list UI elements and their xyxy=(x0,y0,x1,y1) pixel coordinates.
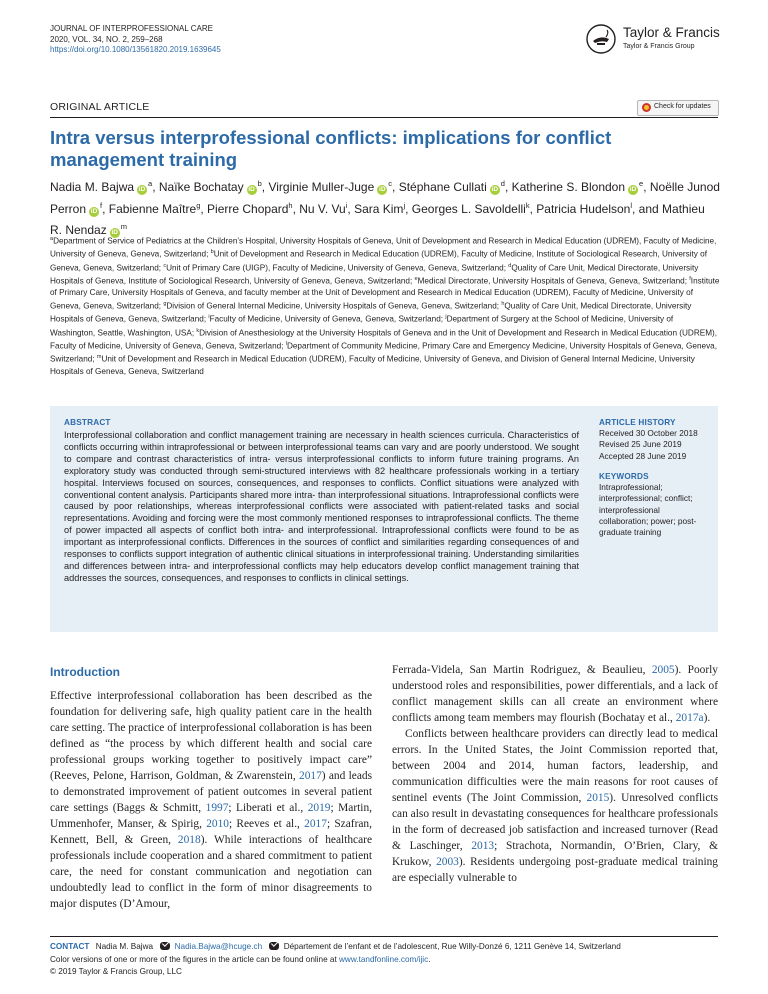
citation-link[interactable]: 2017a xyxy=(675,712,704,724)
author-name: Pierre Chopard xyxy=(207,201,289,216)
color-note-text: Color versions of one or more of the figures in the article can be found online at xyxy=(50,954,340,964)
body-paragraph: Conflicts between healthcare providers can directly lead to medical errors. In the United States, the Joint Commission reported that, between 2004 and 2014, human factors, leadership, and communication difficulties were the main reasons for root causes of sentinel events (The Joint Commission, 2015). Unresolved conflicts can also result in devastating consequences for healthcare professionals in the form of decreased job satisfaction and increased turnover (Read & Laschinger, 2013; Strachota, Normandin, O’Brien, Clary, & Krukow, 2003). Residents undergoing post-graduate medical training are especially vulnerable to xyxy=(392,728,718,884)
affiliation-marker: f xyxy=(689,275,691,282)
lamp-icon xyxy=(586,24,616,54)
accepted-date: Accepted 28 June 2019 xyxy=(599,450,687,461)
affiliation-text: Unit of Primary Care (UIGP), Faculty of Medicine, University of Geneva, Geneva, Switzerland; xyxy=(166,263,509,273)
affiliation-marker: e xyxy=(639,179,644,188)
publisher-name: Taylor & Francis xyxy=(623,25,720,40)
affiliation-marker: b xyxy=(257,179,262,188)
affiliation-marker: c xyxy=(163,262,167,269)
author-name: Noëlle Junod Perron xyxy=(50,180,720,216)
affiliation-marker: k xyxy=(525,200,530,210)
citation-link[interactable]: 2013 xyxy=(471,840,495,852)
orcid-icon[interactable]: iD xyxy=(629,186,637,193)
affiliation-marker: f xyxy=(100,200,103,210)
affiliation-marker: j xyxy=(445,314,447,321)
orcid-icon[interactable]: iD xyxy=(111,229,118,236)
author-name: Sara Kim xyxy=(354,201,404,216)
body-paragraph: Ferrada-Videla, San Martin Rodriguez, & Beaulieu, 2005). Poorly understood roles and responsibilities, power differentials, and a lack of conflict management skills can all create an environment where conflicts among team members may flourish (Bochatay et al., 2017a). xyxy=(392,664,719,724)
affiliations xyxy=(50,234,720,377)
affiliation-marker: d xyxy=(508,262,512,269)
orcid-icon[interactable]: iD xyxy=(379,186,386,193)
article-title: Intra versus interprofessional conflicts: implications for conflict management training xyxy=(50,127,612,170)
citation-link[interactable]: 1997 xyxy=(205,802,229,814)
affiliation-marker: j xyxy=(403,200,406,210)
author-name: Georges L. Savoldelli xyxy=(411,201,526,216)
author-list: Nadia M. Bajwa $iD^a$, Naïke Bochatay $iD^b$, Virginie Muller-Juge $iD^c$, Stéphane Cullati $iD^d$, Katherine S. Blondon $iD^e$, Noëlle Junod Perron $iD^f$, Fabienne Maître$^g$, Pierre Chopard$^h$, Nu V. Vu$^i$, Sara Kim$^j$, Georges L. Savoldelli$^k$, Patricia Hudelson$^l$, and Mathieu R. Nendaz $iD^m$ xyxy=(50,179,720,237)
affiliation-marker: l xyxy=(285,340,287,347)
keywords-text: Intraprofessional; interprofessional; conflict; interprofessional collaboration; power; post-graduate training xyxy=(599,482,697,538)
affiliation-text: Medical Directorate, University Hospitals of Geneva, Geneva, Switzerland; xyxy=(417,276,690,286)
affiliation-marker: h xyxy=(288,200,293,210)
author-name: Naïke Bochatay xyxy=(158,180,244,194)
citation-link[interactable]: 2017 xyxy=(304,818,327,830)
affiliation-marker: i xyxy=(345,200,348,210)
contact-line xyxy=(50,941,730,954)
article-history xyxy=(599,418,714,462)
citation-link[interactable]: 2005 xyxy=(651,664,675,676)
citation-link[interactable]: 2003 xyxy=(436,856,459,868)
affiliation-text: Unit of Development and Research in Medical Education (UDREM), Faculty of Medicine, Institute of Sociological Research, University of Geneva, Geneva, Switzerland; xyxy=(50,250,707,273)
affiliation-marker: c xyxy=(388,179,393,188)
contact-label: CONTACT xyxy=(50,942,90,951)
affiliation-marker: m xyxy=(96,354,102,361)
citation-link[interactable]: 2017 xyxy=(299,770,322,782)
affiliation-text: Department of Service of Pediatrics at the Children’s Hospital, University Hospitals of Geneva, Unit of Development and Research in Medical Education (UDREM), Faculty of Medicine, University of Geneva, Geneva, Switzerland; xyxy=(50,236,717,260)
keywords-heading: KEYWORDS xyxy=(599,472,649,481)
doi-link[interactable]: https://doi.org/10.1080/13561820.2019.1639645 xyxy=(50,45,221,54)
author-name: Nadia M. Bajwa xyxy=(50,180,135,194)
article-history-heading: ARTICLE HISTORY xyxy=(599,418,676,427)
address-icon xyxy=(269,942,279,950)
orcid-icon[interactable]: iD xyxy=(248,186,255,193)
abstract-heading: ABSTRACT xyxy=(64,418,111,427)
orcid-icon[interactable]: iD xyxy=(138,186,146,193)
contact-address: Département de l’enfant et de l’adolescent, Rue Willy-Donzé 6, 1211 Genève 14, Switzerland xyxy=(283,942,621,951)
affiliation-marker: a xyxy=(50,236,54,242)
email-icon xyxy=(160,942,170,950)
abstract-text: Interprofessional collaboration and conflict management training are necessary in health sciences curricula. Characteristics of conflicts occurring within intraprofessional or between interprofessional teams can vary and are poorly understood. We sought to compare and contrast characteristics of intra- versus interprofessional conflicts to inform future training programs. An exploratory study was conducted through semi-structured interviews with 82 healthcare professionals working in a tertiary hospital. Interviews focused on sources, consequences, and responses to conflicts. Conflict situations were analyzed with conventional content analysis. Participants shared more intra- than interprofessional situations. Intraprofessional conflicts were caused by poor relationships, whereas interprofessional conflicts were associated with patient-related tasks and social representations. Avoiding and forcing were the most commonly mentioned responses to intraprofessional conflicts. The theme of power impacted all aspects of conflict both intra- and interprofessional. Intraprofessional conflicts were found to be as important as interprofessional conflicts. Differences in the sources of conflict and similarities regarding consequences of and responses to conflicts support integration of authentic clinical situations in interprofessional training. Understanding similarities and differences between intra- and interprofessional conflicts may help educators develop conflict management training that addresses the sources, consequences, and responses to conflicts in clinical settings. xyxy=(64,430,579,583)
author-name: Fabienne Maître xyxy=(108,201,197,216)
check-updates-label: Check for updates xyxy=(654,103,711,110)
author-name: Katherine S. Blondon xyxy=(511,180,626,194)
affiliation-marker: l xyxy=(630,200,633,210)
affiliation-text: Faculty of Medicine, University of Geneva, Geneva, Switzerland; xyxy=(209,314,446,324)
author-name: Patricia Hudelson xyxy=(536,201,631,216)
check-updates-button[interactable] xyxy=(637,100,719,116)
author-name: Stéphane Cullati xyxy=(398,180,487,194)
publisher-group: Taylor & Francis Group xyxy=(623,43,695,50)
affiliation-text: Division of Anesthesiology at the University Hospitals of Geneva and in the Unit of Development and Research in Medical Education (UDREM), Faculty of Medicine, University of Geneva, Geneva, Switzerland; xyxy=(50,328,718,351)
author-name: Virginie Muller-Juge xyxy=(268,180,375,194)
copyright: © 2019 Taylor & Francis Group, LLC xyxy=(50,967,182,976)
journal-name: JOURNAL OF INTERPROFESSIONAL CARE xyxy=(50,24,213,33)
contact-name: Nadia M. Bajwa xyxy=(95,942,154,951)
journal-header xyxy=(50,24,221,56)
affiliation-text: Department of Surgery at the School of Medicine, University of Washington, Seattle, Washington, USA; xyxy=(50,314,674,338)
body-column-left: Effective interprofessional collaboration has been described as the foundation for delivering safe, high quality patient care in the health care setting. The practice of interprofessional collaboration is has been defined as “the process by which different health and social care professional groups working together to positively impact care” (Reeves, Pelone, Harrison, Goldman, & Zwarenstein, 2017) and leads to demonstrated improvement of patient outcomes in several patient care settings (Baggs & Schmitt, 1997; Liberati et al., 2019; Martin, Ummenhofer, Manser, & Spirig, 2010; Reeves et al., 2017; Szafran, Kennett, Bell, & Green, 2018). While interactions of healthcare professionals include cooperation and a shared commitment to patient care, the need for constant communication and negotiation can undoubtedly lead to conflict in the form of minor disagreements to major disputes (D’Amour, xyxy=(50,690,372,910)
affiliation-marker: g xyxy=(163,300,167,307)
color-note-end: . xyxy=(428,954,431,964)
affiliation-marker: i xyxy=(208,314,210,321)
article-type: ORIGINAL ARTICLE xyxy=(50,101,150,113)
orcid-icon[interactable]: iD xyxy=(491,186,499,193)
color-note xyxy=(50,954,730,967)
affiliation-text: Division of General Internal Medicine, University Hospitals of Geneva, Geneva, Switzerland; xyxy=(166,301,502,311)
citation-link[interactable]: 2010 xyxy=(206,818,229,830)
affiliation-marker: m xyxy=(120,222,127,231)
affiliation-marker: d xyxy=(500,179,505,188)
affiliation-marker: e xyxy=(414,275,418,282)
crossmark-icon xyxy=(642,103,651,112)
affiliation-text: Institute of Primary Care, University Hospitals of Geneva, and faculty member at the Unit of Development and Research in Medical Education (UDREM), Faculty of Medicine, University of Geneva, Geneva, Switzerland; xyxy=(50,276,720,311)
orcid-icon[interactable]: iD xyxy=(90,207,98,215)
contact-email-link[interactable]: Nadia.Bajwa@hcuge.ch xyxy=(174,942,263,951)
affiliation-text: Department of Community Medicine, Primary Care and Emergency Medicine, University Hospitals of Geneva, Geneva, Switzerland; xyxy=(50,341,717,364)
header-divider xyxy=(50,117,718,118)
journal-volume: 2020, VOL. 34, NO. 2, 259–268 xyxy=(50,34,163,44)
affiliation-text: Quality of Care Unit, Medical Directorate, University Hospitals of Geneva, Geneva, Switzerland; xyxy=(50,301,692,324)
affiliation-marker: k xyxy=(196,327,200,334)
footer-divider xyxy=(50,936,718,937)
journal-website-link[interactable]: www.tandfonline.com/ijic xyxy=(339,954,429,964)
citation-link[interactable]: 2018 xyxy=(177,834,201,846)
publisher-logo[interactable] xyxy=(586,20,731,60)
citation-link[interactable]: 2019 xyxy=(307,802,331,814)
author-name: Nu V. Vu xyxy=(299,201,346,216)
section-heading-introduction: Introduction xyxy=(50,665,120,679)
revised-date: Revised 25 June 2019 xyxy=(599,439,682,450)
author-name: Mathieu R. Nendaz xyxy=(50,201,705,237)
affiliation-marker: h xyxy=(501,300,505,307)
citation-link[interactable]: 2015 xyxy=(586,792,610,804)
footer xyxy=(50,941,730,979)
keywords xyxy=(599,472,711,538)
body-column-right xyxy=(392,662,718,886)
affiliation-marker: b xyxy=(210,249,214,256)
affiliation-marker: a xyxy=(148,179,153,188)
affiliation-text: Unit of Development and Research in Medical Education (UDREM), Faculty of Medicine, University of Geneva, and Division of General Internal Medicine, University Hospitals of Geneva, Geneva, Switzerland xyxy=(50,354,695,376)
received-date: Received 30 October 2018 xyxy=(599,428,698,438)
affiliation-text: Quality of Care Unit, Medical Directorate, University Hospitals of Geneva, Institute of Sociological Research, University of Geneva, Geneva, Switzerland; xyxy=(50,263,699,286)
affiliation-marker: g xyxy=(196,200,201,210)
